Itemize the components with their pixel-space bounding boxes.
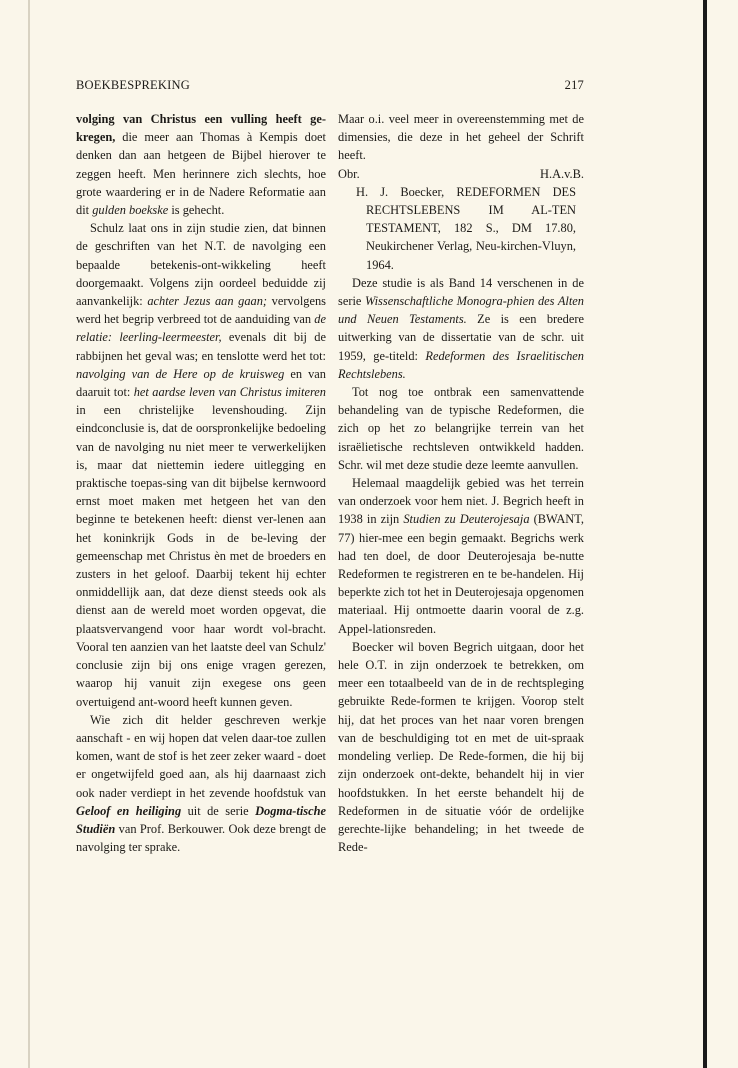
- paragraph: Tot nog toe ontbrak een samenvattende behandeling van de typische Redeformen, die zich op het zo belangrijke terrein van het israëlietische rechtsleven ontwikkeld hadden. Schr. wil met deze studie deze leemte aanvullen.: [338, 385, 584, 472]
- right-column: [338, 110, 584, 856]
- italic-title: Dogma-tische Studiën: [76, 803, 326, 836]
- text: in een christelijke levenshouding. Zijn eindconclusie is, dat de oorspronkelijke bedoeling van de navolging nu niet meer te verwerkelijken is, maar dat niettemin iedere uitlegging en praktische toepas-sing van dit bijbelse kernwoord ernst moet maken met hetgeen het van den beginne te betekenen heeft: dienst ver-lenen aan het koninkrijk Gods in de be-leving der gemeenschap met Christus èn met de broeders en zusters in het geloof. Daarbij tekent hij echter onmiddellijk aan, dat deze dienst steeds ook als dienst aan de wereld moet worden opgevat, die plaatsvervangend voor haar wordt vol-bracht. Vooral ten aanzien van het laatste deel van Schulz' conclusie zijn bij ons enige vragen gerezen, waarop hij vanuit zijn exegese ons geen overtuigend ant-woord heeft kunnen geven.: [76, 403, 326, 709]
- text: en van daaruit tot:: [76, 366, 326, 400]
- paragraph: Boecker wil boven Begrich uitgaan, door het hele O.T. in zijn onderzoek te betrekken, om meer een totaalbeeld van de in de rechtspleging gebruikte Rede-formen te krijgen. Voorop stelt hij, dat het proces van het naar voren brengen van de beschuldiging tot en met de uit-spraak mondeling verliep. De Rede-formen, die hij bij zijn onderzoek ont-dekte, behandelt hij in vier hoofdstukken. In het eerste behandelt hij de Redeformen in de situatie vóór de ordelijke gerechte-lijke behandeling; in het tweede de Rede-: [338, 639, 584, 855]
- paragraph: [338, 274, 584, 383]
- signature-initials: H.A.v.B.: [540, 166, 584, 181]
- bold-phrase: volging van Christus een vulling heeft ge-kregen,: [76, 112, 326, 145]
- paragraph: [76, 711, 326, 857]
- italic-title: Redeformen des Israelitischen Rechtslebens.: [338, 348, 584, 381]
- text: uit de serie: [181, 803, 256, 818]
- text: vervolgens werd het begrip verbreed tot de aanduiding van: [76, 294, 327, 327]
- paragraph: [76, 219, 326, 710]
- italic-phrase: de relatie: leerling-leermeester,: [76, 312, 326, 345]
- paragraph: [76, 110, 326, 219]
- text: Ze is een bredere uitwerking van de dissertatie van de schr. uit 1959, ge-titeld:: [338, 312, 584, 363]
- text: is gehecht.: [168, 203, 225, 218]
- italic-title: Studien zu Deuterojesaja: [403, 512, 530, 527]
- book-reference: H. J. Boecker, REDEFORMEN DES RECHTSLEBENS IM AL-TEN TESTAMENT, 182 S., DM 17.80, Neukirchener Verlag, Neu-kirchen-Vluyn, 1964.: [356, 184, 576, 272]
- italic-title: Geloof en heiliging: [76, 803, 182, 818]
- text: die meer aan Thomas à Kempis doet denken dan aan hetgeen de Bijbel hierover te zeggen heeft. Men herinnere zich slechts, hoe grote waardering er in de Nadere Reformatie aan dit: [76, 130, 326, 218]
- running-title: BOEKBESPREKING: [76, 78, 190, 92]
- text: van Prof. Berkouwer. Ook deze brengt de navolging ter sprake.: [76, 821, 326, 855]
- paragraph: Maar o.i. veel meer in overeenstemming met de dimensies, die deze in het geheel der Schrift heeft.: [338, 112, 584, 163]
- signature-abbreviation: Obr.: [338, 166, 360, 181]
- italic-title: Wissenschaftliche Monogra-phien des Alten und Neuen Testaments.: [338, 294, 584, 327]
- review-signature: [338, 165, 584, 183]
- page-number: 217: [564, 78, 584, 92]
- text: Helemaal maagdelijk gebied was het terrein van onderzoek voor hem niet. J. Begrich heeft in 1938 in zijn: [338, 476, 584, 527]
- scan-right-edge: [703, 0, 707, 1068]
- left-column: [76, 110, 326, 856]
- italic-phrase: achter Jezus aan gaan;: [147, 294, 268, 309]
- text: (BWANT, 77) hier-mee een begin gemaakt. Begrichs werk had ten doel, de door Deuterojesaja be-nutte Redeformen te registreren en te be-handelen. Hij beperkte zich tot het in Deuterojesaja opgenomen materiaal. Hij ontmoette daarin vooral de z.g. Appel-lationsreden.: [338, 512, 585, 636]
- text: evenals dit bij de rabbijnen het geval was; en tenslotte werd het tot:: [76, 330, 326, 363]
- italic-title: gulden boekske: [92, 203, 169, 218]
- italic-phrase: navolging van de Here op de kruisweg: [76, 366, 285, 381]
- page-gutter-edge: [28, 0, 30, 1068]
- text: Schulz laat ons in zijn studie zien, dat binnen de geschriften van het N.T. de navolging een bepaalde betekenis-ont-wikkeling heeft doorgemaakt. Volgens zijn oordeel beduidde zij aanvankelijk:: [76, 221, 326, 309]
- page-header: [76, 78, 584, 100]
- italic-phrase: het aardse leven van Christus imiteren: [133, 385, 327, 400]
- text: Deze studie is als Band 14 verschenen in de serie: [338, 275, 584, 309]
- paragraph: [338, 474, 584, 638]
- text: Wie zich dit helder geschreven werkje aanschaft - en wij hopen dat velen daar-toe zullen komen, want de stof is het zeer zeker waard - doet er ongetwijfeld goed aan, als hij daarnaast zich ook nader verdiept in het zevende hoofdstuk van: [76, 712, 326, 800]
